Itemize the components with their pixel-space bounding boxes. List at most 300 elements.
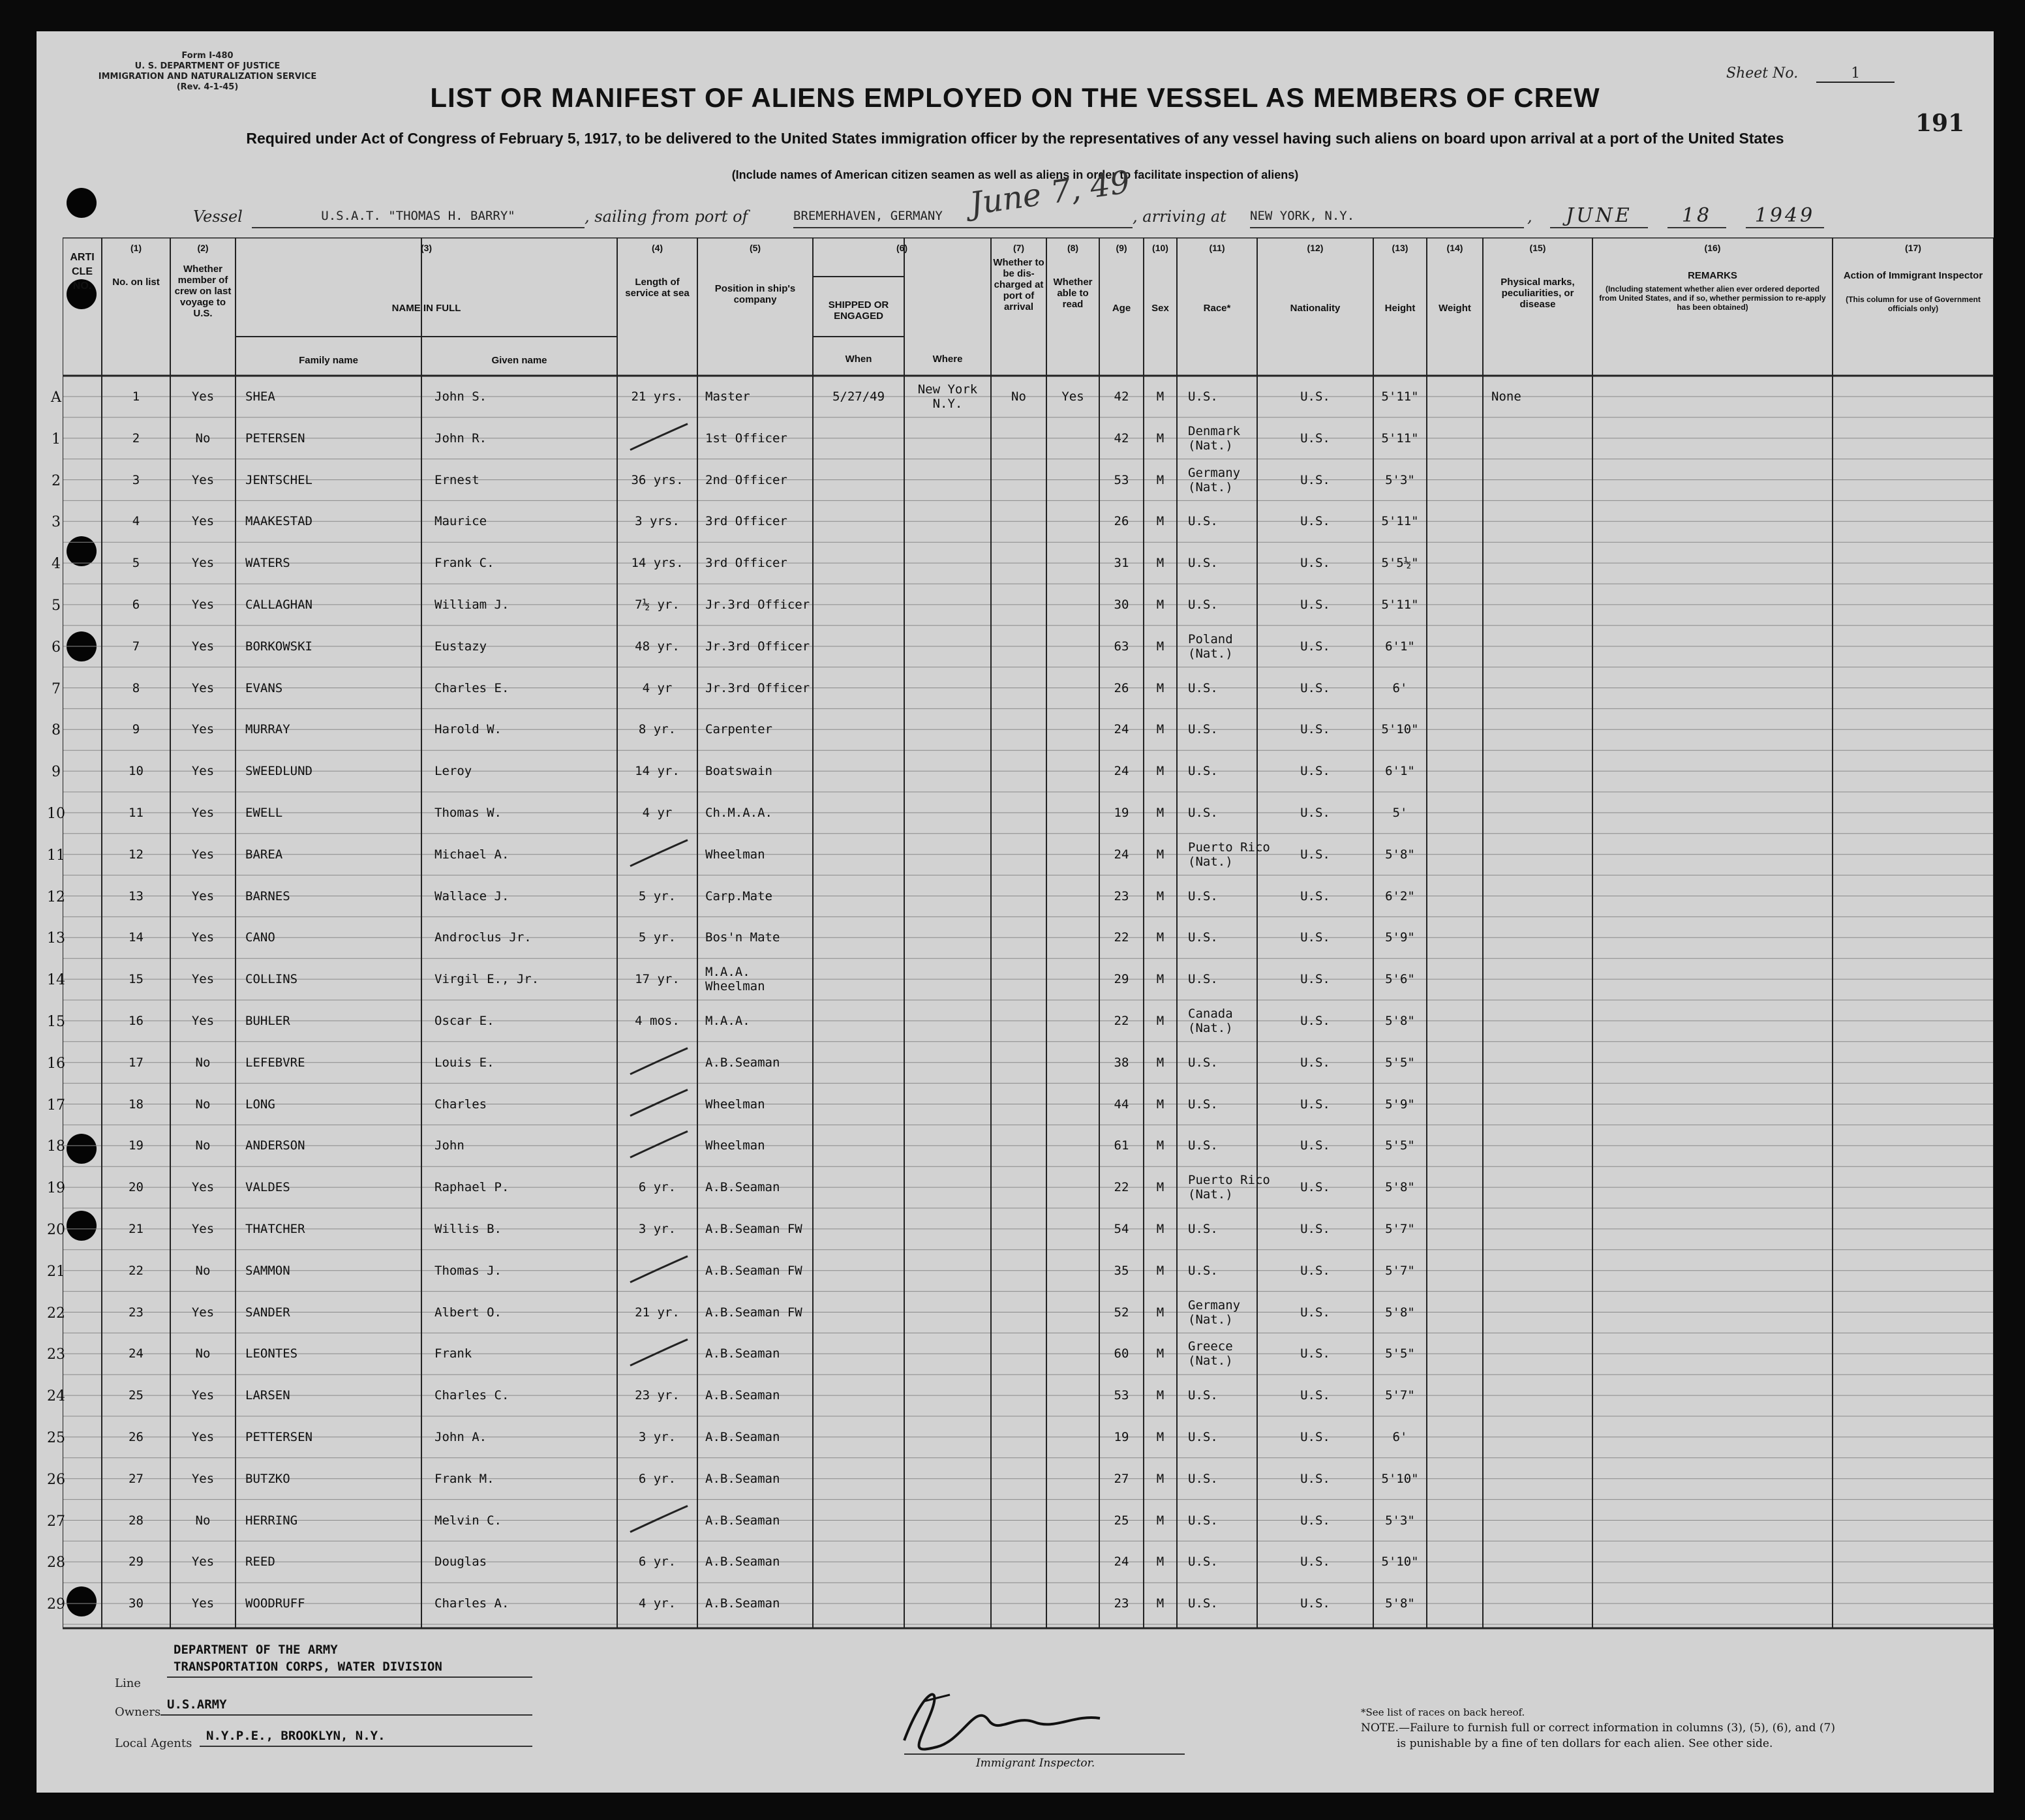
nationality: U.S. [1300,722,1330,737]
given-name: Willis B. [434,1221,502,1236]
article-number: 11 [47,847,65,864]
age: 44 [1114,1097,1129,1112]
service-length: 17 yr. [635,972,680,987]
member-last-voyage: Yes [191,1596,215,1611]
nationality: U.S. [1300,1055,1330,1070]
article-number: 21 [47,1263,65,1280]
height: 5'7" [1385,1221,1415,1236]
height: 5'8" [1385,847,1415,862]
race: U.S. [1188,1471,1218,1486]
row-number: 28 [129,1513,144,1528]
shipped-when: 5/27/49 [832,389,885,404]
family-name: SHEA [245,389,275,404]
position: A.B.Seaman [705,1471,780,1486]
row-number: 18 [129,1097,144,1112]
race: U.S. [1188,1221,1218,1236]
family-name: LEONTES [245,1346,298,1361]
tick-mark [630,840,688,866]
position: A.B.Seaman FW [705,1221,802,1236]
shipped-where: New York N.Y. [917,382,978,411]
sex: M [1156,1429,1165,1444]
sex: M [1156,888,1165,903]
family-name: HERRING [245,1513,298,1528]
sex: M [1156,1596,1165,1611]
member-last-voyage: Yes [191,1305,215,1320]
race: Puerto Rico (Nat.) [1188,840,1270,869]
given-name: Leroy [434,764,472,779]
height: 5'5" [1385,1055,1415,1070]
family-name: EVANS [245,680,283,695]
position: Wheelman [705,1138,765,1153]
inspector-signature [885,1675,1119,1760]
column-number: (9) [1116,243,1127,253]
age: 24 [1114,1555,1129,1570]
table-grid [63,237,1994,1679]
column-number: (13) [1392,243,1408,253]
sex: M [1156,1388,1165,1403]
tick-mark [630,1090,688,1116]
given-name: Oscar E. [434,1013,495,1028]
position: A.B.Seaman FW [705,1263,802,1278]
article-number: 29 [47,1596,65,1613]
nationality: U.S. [1300,597,1330,612]
column-number: (3) [420,243,433,253]
member-last-voyage: Yes [191,680,215,695]
height: 5'7" [1385,1263,1415,1278]
page-stamp: 191 [1915,110,1965,137]
family-name: CALLAGHAN [245,597,312,612]
family-name: BAREA [245,847,283,862]
column-number: (2) [197,243,209,253]
agents-label: Local Agents [115,1737,192,1750]
race-header: Race* [1203,303,1231,314]
nationality: U.S. [1300,1180,1330,1195]
height: 5'9" [1385,1097,1415,1112]
height-header: Height [1384,303,1416,314]
given-name: Harold W. [434,722,502,737]
height: 5'6" [1385,972,1415,987]
discharged-header: Whether to be dis-charged at port of arrival [993,257,1044,312]
nationality: U.S. [1300,805,1330,820]
height: 5'9" [1385,930,1415,945]
position: A.B.Seaman [705,1513,780,1528]
age: 23 [1114,1596,1129,1611]
tick-mark [630,1131,688,1157]
agents-value: N.Y.P.E., BROOKLYN, N.Y. [206,1729,386,1743]
owners-underline [160,1714,532,1716]
height: 5'11" [1381,514,1419,529]
vessel-line: Vessel U.S.A.T. "THOMAS H. BARRY" , sailing from port of BREMERHAVEN, GERMANY , arriving at NEW YORK, N.Y. , JUNE 18 1949 [193,207,1824,234]
service-header: Length of service at sea [625,277,690,299]
age: 38 [1114,1055,1129,1070]
family-name: BUHLER [245,1013,290,1028]
race: U.S. [1188,1388,1218,1403]
family-name: LEFEBVRE [245,1055,305,1070]
sheet-number [1726,65,1895,83]
member-last-voyage: Yes [191,556,215,571]
race: U.S. [1188,389,1218,404]
row-number: 29 [129,1555,144,1570]
form-id-line: IMMIGRATION AND NATURALIZATION SERVICE [98,72,317,82]
nationality: U.S. [1300,1138,1330,1153]
nationality: U.S. [1300,1596,1330,1611]
age: 53 [1114,472,1129,487]
member-last-voyage: Yes [191,639,215,654]
race: U.S. [1188,1055,1218,1070]
age: 35 [1114,1263,1129,1278]
article-number: 14 [47,972,65,989]
nationality: U.S. [1300,972,1330,987]
race: U.S. [1188,1429,1218,1444]
no-on-list-header: No. on list [112,277,160,288]
height: 5'3" [1385,472,1415,487]
given-name: Melvin C. [434,1513,502,1528]
position: Jr.3rd Officer [705,680,810,695]
manifest-table [47,237,1994,1679]
name-header: NAME IN FULL [391,303,461,314]
sheet-number-label: Sheet No. [1726,65,1799,82]
column-number: (7) [1012,243,1025,253]
service-length: 14 yr. [635,764,680,779]
age: 29 [1114,972,1129,987]
height: 5'7" [1385,1388,1415,1403]
sex: M [1156,1097,1165,1112]
family-name: ANDERSON [245,1138,305,1153]
row-number: 24 [129,1346,144,1361]
member-last-voyage: Yes [191,1471,215,1486]
age: 60 [1114,1346,1129,1361]
family-name: CANO [245,930,275,945]
position: 2nd Officer [705,472,787,487]
given-name: John S. [434,389,487,404]
service-length: 3 yrs. [635,514,680,529]
row-number: 1 [132,389,140,404]
age: 23 [1114,888,1129,903]
position: 3rd Officer [705,556,787,571]
sheet-number-value: 1 [1816,65,1895,83]
service-length: 23 yr. [635,1388,680,1403]
age: 63 [1114,639,1129,654]
article-number: 19 [47,1180,65,1197]
height: 5'5" [1385,1138,1415,1153]
member-last-voyage: Yes [191,1429,215,1444]
age: 22 [1114,1180,1129,1195]
given-name: John A. [434,1429,487,1444]
row-number: 10 [129,764,144,779]
vessel-name: U.S.A.T. "THOMAS H. BARRY" [252,207,585,228]
column-number: (17) [1905,243,1921,253]
member-last-voyage: Yes [191,389,215,404]
race: U.S. [1188,972,1218,987]
family-name: VALDES [245,1180,290,1195]
position: M.A.A. Wheelman [705,965,765,994]
service-length: 21 yrs. [631,389,684,404]
service-length: 36 yrs. [631,472,684,487]
height: 5'8" [1385,1305,1415,1320]
family-name: BORKOWSKI [245,639,312,654]
position: A.B.Seaman [705,1596,780,1611]
member-last-voyage: Yes [191,1013,215,1028]
member-last-voyage: No [195,1097,211,1112]
family-name: WOODRUFF [245,1596,305,1611]
member-last-voyage: Yes [191,930,215,945]
height: 5'10" [1381,722,1419,737]
family-name: BUTZKO [245,1471,290,1486]
article-number: 22 [47,1305,65,1322]
age: 25 [1114,1513,1129,1528]
given-name: Charles C. [434,1388,510,1403]
height: 6'1" [1385,764,1415,779]
article-number: 23 [47,1346,65,1363]
position: Boatswain [705,764,772,779]
sex: M [1156,431,1165,446]
physical-marks: None [1491,389,1521,404]
family-name-header: Family name [299,355,358,366]
age: 53 [1114,1388,1129,1403]
race: U.S. [1188,1513,1218,1528]
race: U.S. [1188,597,1218,612]
family-name: BARNES [245,888,290,903]
where-header: Where [932,354,963,365]
age: 27 [1114,1471,1129,1486]
race: U.S. [1188,1097,1218,1112]
nationality: U.S. [1300,1097,1330,1112]
row-number: 22 [129,1263,144,1278]
line-value-1: DEPARTMENT OF THE ARMY [174,1643,338,1657]
row-number: 17 [129,1055,144,1070]
given-name: Androclus Jr. [434,930,532,945]
position: A.B.Seaman [705,1555,780,1570]
position: Jr.3rd Officer [705,639,810,654]
row-number: 27 [129,1471,144,1486]
row-number: 8 [132,680,140,695]
family-name: REED [245,1555,275,1570]
race: Germany (Nat.) [1188,1297,1241,1327]
service-length: 4 yr [642,680,673,695]
sex: M [1156,639,1165,654]
row-number: 16 [129,1013,144,1028]
service-length: 7½ yr. [635,597,680,612]
article-number: 4 [52,556,61,573]
remarks-subheader: (Including statement whether alien ever ordered deported from United States, and if so, whether permission to re-apply has been obtained) [1599,284,1826,312]
inspector-line [904,1753,1185,1755]
requirement-text: Required under Act of Congress of February 5, 1917, to be delivered to the United States immigration officer by the representatives of any vessel having such aliens on board upon arrival at a port of the United States [246,130,1784,147]
nationality: U.S. [1300,1263,1330,1278]
family-name: SANDER [245,1305,290,1320]
member-last-voyage: Yes [191,888,215,903]
row-number: 23 [129,1305,144,1320]
row-number: 25 [129,1388,144,1403]
punch-hole [67,188,97,218]
nationality: U.S. [1300,556,1330,571]
height: 5'8" [1385,1180,1415,1195]
article-number: 8 [52,722,61,739]
line-label: Line [115,1676,141,1690]
sex: M [1156,389,1165,404]
position: Master [705,389,750,404]
article-number: 24 [47,1388,65,1405]
article-number: 3 [52,514,61,531]
read-header: Whether able to read [1053,277,1093,310]
given-name: Charles [434,1097,487,1112]
nationality: U.S. [1300,1513,1330,1528]
age: 22 [1114,1013,1129,1028]
service-length: 5 yr. [638,930,677,945]
sailing-label: , sailing from port of [585,207,748,226]
given-name: Albert O. [434,1305,502,1320]
row-number: 9 [132,722,140,737]
action-subheader: (This column for use of Government officials only) [1846,295,1981,313]
height: 5'11" [1381,389,1419,404]
given-name: Wallace J. [434,888,510,903]
nationality: U.S. [1300,1013,1330,1028]
sex: M [1156,1263,1165,1278]
race: Greece (Nat.) [1188,1339,1233,1369]
row-number: 2 [132,431,140,446]
member-last-voyage: Yes [191,722,215,737]
column-number: (8) [1067,243,1079,253]
family-name: PETERSEN [245,431,305,446]
race: Canada (Nat.) [1188,1006,1233,1035]
age: 19 [1114,805,1129,820]
given-name: Louis E. [434,1055,495,1070]
row-number: 4 [132,514,140,529]
article-number: 13 [47,930,65,947]
member-last-voyage: Yes [191,972,215,987]
family-name: EWELL [245,805,283,820]
column-number: (6) [896,243,908,253]
row-number: 12 [129,847,144,862]
height: 5'8" [1385,1596,1415,1611]
article-header: ARTICLE NO. [70,252,95,292]
nationality: U.S. [1300,764,1330,779]
position: Ch.M.A.A. [705,805,772,820]
age: 30 [1114,597,1129,612]
row-number: 19 [129,1138,144,1153]
tick-mark [630,1256,688,1282]
physical-header: Physical marks, peculiarities, or disease [1500,277,1575,310]
form-id-line: U. S. DEPARTMENT OF JUSTICE [134,61,281,71]
race: U.S. [1188,930,1218,945]
sex: M [1156,1305,1165,1320]
tick-mark [630,1339,688,1365]
races-note: *See list of races on back hereof. [1361,1706,1525,1718]
given-name: John R. [434,431,487,446]
nationality: U.S. [1300,1429,1330,1444]
height: 5'11" [1381,431,1419,446]
nationality: U.S. [1300,514,1330,529]
race: U.S. [1188,556,1218,571]
race: Puerto Rico (Nat.) [1188,1173,1270,1202]
age: 24 [1114,847,1129,862]
member-header: Whether member of crew on last voyage to U.S. [174,264,232,319]
member-last-voyage: Yes [191,1221,215,1236]
sex: M [1156,556,1165,571]
family-name: SWEEDLUND [245,764,312,779]
given-name: Virgil E., Jr. [434,972,540,987]
sex: M [1156,514,1165,529]
given-name: Ernest [434,472,480,487]
sex: M [1156,847,1165,862]
given-name: Michael A. [434,847,510,862]
nationality: U.S. [1300,1388,1330,1403]
row-number: 7 [132,639,140,654]
owners-label: Owners [115,1705,161,1719]
height: 6'1" [1385,639,1415,654]
fine-note-2: is punishable by a fine of ten dollars for each alien. See other side. [1397,1737,1773,1750]
position: 3rd Officer [705,514,787,529]
sex: M [1156,930,1165,945]
service-length: 4 mos. [635,1013,680,1028]
nationality: U.S. [1300,1346,1330,1361]
age: 24 [1114,764,1129,779]
vessel-label: Vessel [193,207,243,226]
race: U.S. [1188,514,1218,529]
position: A.B.Seaman [705,1055,780,1070]
row-number: 11 [129,805,144,820]
row-number: 21 [129,1221,144,1236]
sex: M [1156,472,1165,487]
service-length: 14 yrs. [631,556,684,571]
service-length: 48 yr. [635,639,680,654]
port-from: BREMERHAVEN, GERMANY [793,207,1133,228]
row-number: 30 [129,1596,144,1611]
position: Jr.3rd Officer [705,597,810,612]
age: 19 [1114,1429,1129,1444]
height: 5'5½" [1381,556,1419,571]
article-number: 7 [52,680,61,697]
row-number: 13 [129,888,144,903]
article-number: 26 [47,1471,65,1488]
height: 6' [1392,1429,1408,1444]
given-name-header: Given name [491,355,547,366]
nationality: U.S. [1300,639,1330,654]
fine-note-1: NOTE.—Failure to furnish full or correct information in columns (3), (5), (6), and (7) [1361,1721,1835,1735]
member-last-voyage: Yes [191,1180,215,1195]
manifest-sheet [37,31,1994,1793]
column-number: (16) [1704,243,1721,253]
discharged: No [1011,389,1026,404]
service-length: 3 yr. [638,1221,677,1236]
position: A.B.Seaman [705,1346,780,1361]
given-name: Frank [434,1346,472,1361]
row-number: 15 [129,972,144,987]
given-name: Charles A. [434,1596,510,1611]
nationality: U.S. [1300,1221,1330,1236]
given-name: Thomas J. [434,1263,502,1278]
able-to-read: Yes [1061,389,1084,404]
given-name: John [434,1138,464,1153]
sex: M [1156,722,1165,737]
column-number: (15) [1529,243,1546,253]
arriving-label: , arriving at [1133,207,1226,226]
nationality: U.S. [1300,1555,1330,1570]
column-number: (10) [1152,243,1168,253]
height: 5'3" [1385,1513,1415,1528]
member-last-voyage: No [195,1138,211,1153]
family-name: LARSEN [245,1388,290,1403]
article-number: 17 [47,1097,65,1114]
tick-mark [630,424,688,450]
shipped-header: SHIPPED OR ENGAGED [828,299,889,322]
port-to: NEW YORK, N.Y. [1250,207,1524,228]
race: U.S. [1188,1263,1218,1278]
position: Carpenter [705,722,772,737]
arrival-day: 18 [1667,207,1726,228]
race: U.S. [1188,722,1218,737]
age: 61 [1114,1138,1129,1153]
row-number: 20 [129,1180,144,1195]
